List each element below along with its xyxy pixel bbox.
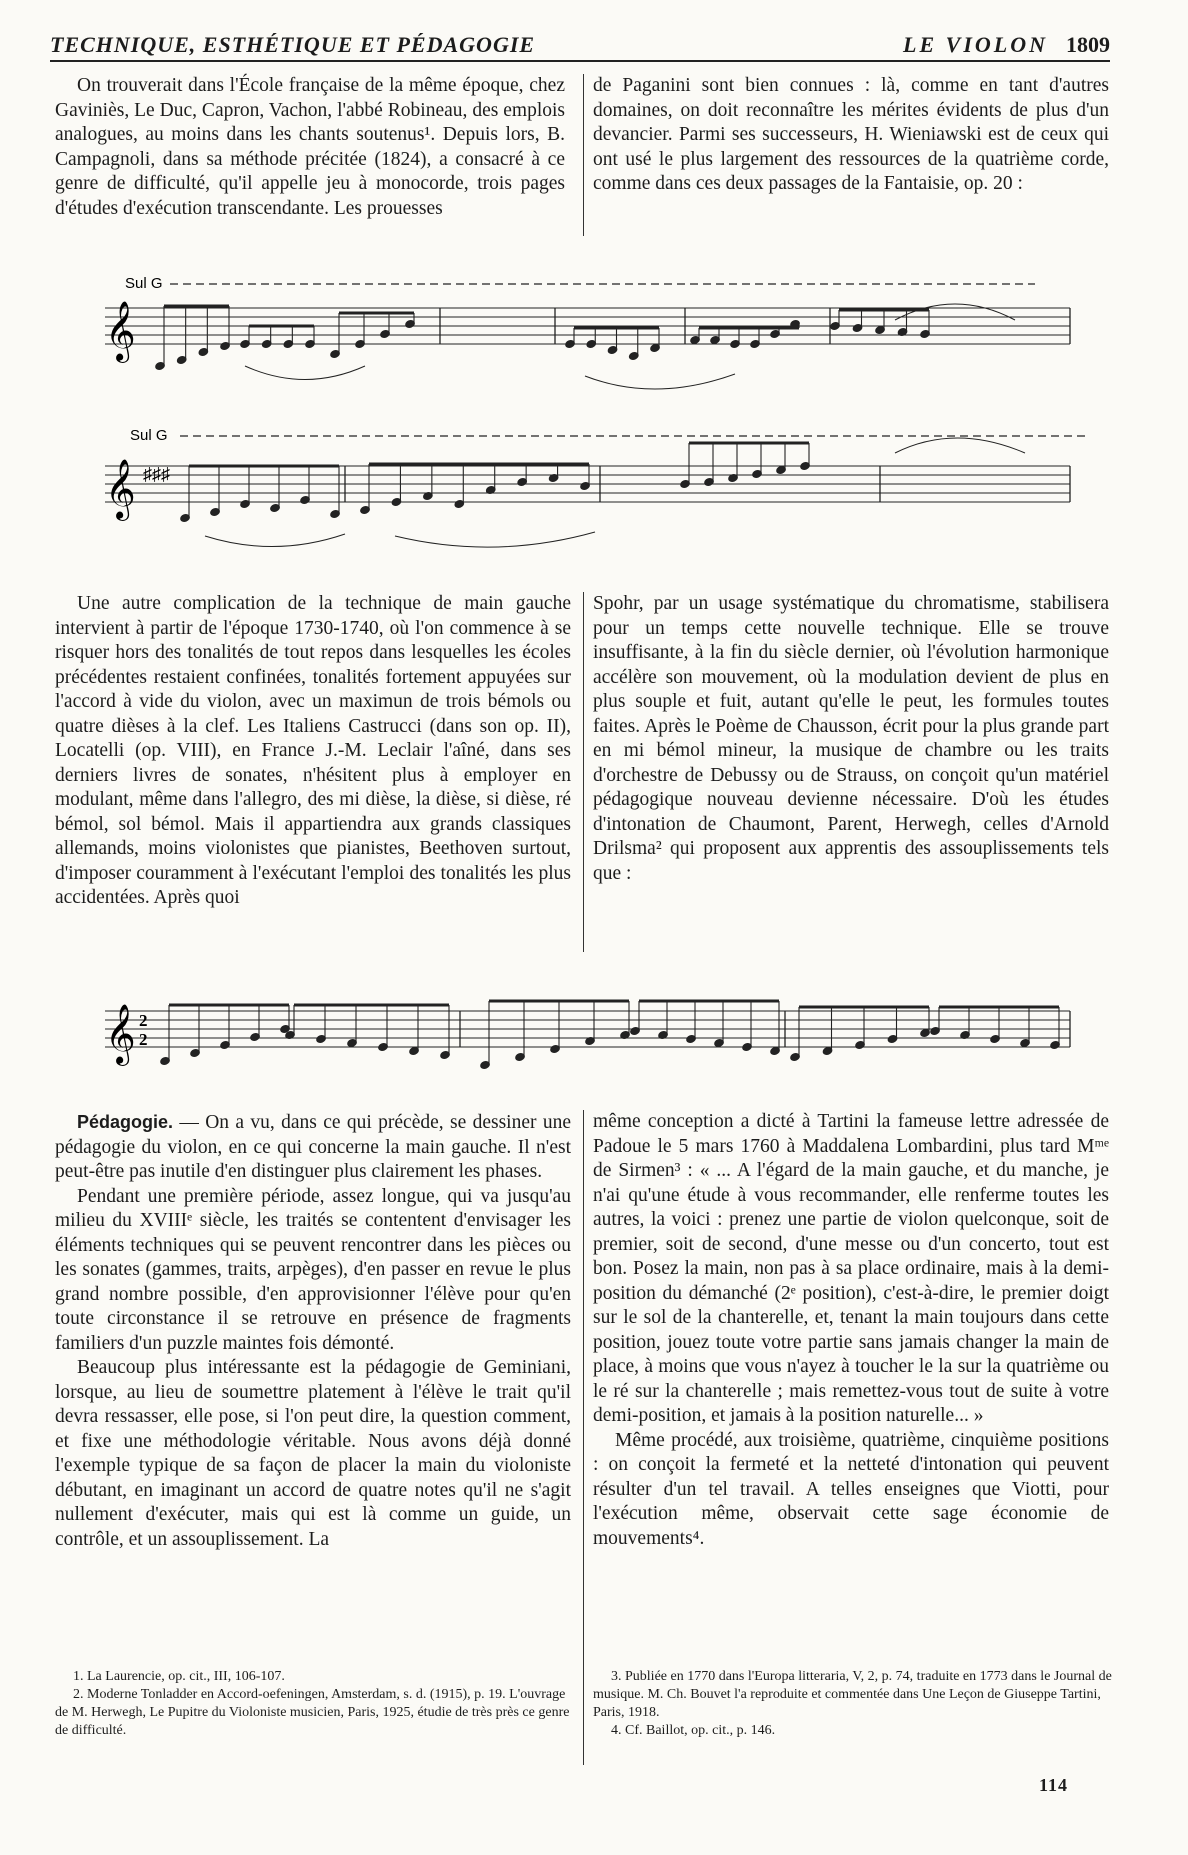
- paragraph: de Paganini sont bien connues : là, comme en tant d'autres domaines, on doit reconnaître les mérites évidents de plus d'un devancier. Parmi ses successeurs, H. Wieniawski est de ceux qui ont usé le plus largement des ressources de la quatrième corde, comme dans ces deux passages de la Fantaisie, op. 20 :: [593, 75, 1109, 194]
- paragraph: même conception a dicté à Tartini la fameuse lettre adressée de Padoue le 5 mars 1760 à Maddalena Lombardini, plus tard Mᵐᵉ de Sirmen³ : « ... A l'égard de la main gauche, et du manche, je n'ai qu'une étude à vous recommander, elle renferme toutes les autres, la voici : prenez une partie de violon quelconque, soit de premier, soit de second, d'une messe ou d'un concerto, tout est bon. Posez la main, non pas à sa place ordinaire, mais à la demi-position du démanché (2ᵉ position), c'est-à-dire, le premier doigt sur le sol de la chanterelle, et, tenant la main toujours dans cette position, jouez toute votre partie sans jamais changer la main de place, à moins que vous n'ayez à toucher le la sur la quatrième ou le ré sur la chanterelle ; mais remettez-vous tout de suite à votre demi-position, et jamais à la position naturelle... »: [593, 1111, 1109, 1426]
- footnotes-left: [55, 1668, 575, 1740]
- section1-right-column: [593, 74, 1109, 197]
- section-heading-pedagogie: Pédagogie.: [77, 1112, 174, 1132]
- time-signature-bottom: 2: [139, 1030, 148, 1049]
- header-book-title: LE VIOLON: [903, 32, 1048, 57]
- column-divider: [583, 592, 584, 952]
- paragraph: — On a vu, dans ce qui précède, se dessiner une pédagogie du violon, en ce qui concerne la main gauche. Il n'est peut-être pas inutile d'en distinguer plus clairement les phases.: [55, 1112, 571, 1182]
- footnotes-right: [593, 1668, 1113, 1740]
- footnote-1: 1. La Laurencie, op. cit., III, 106-107.: [73, 1669, 285, 1684]
- section2-right-column: [593, 592, 1109, 886]
- paragraph: On trouverait dans l'École française de la même époque, chez Gaviniès, Le Duc, Capron, Vachon, l'abbé Robineau, des emplois analogues, au moins dans les chants soutenus¹. Depuis lors, B. Campagnoli, dans sa méthode précitée (1824), a consacré à ce genre de difficulté, qu'il appelle jeu à monocorde, trois pages d'études d'exécution transcendante. Les prouesses: [55, 75, 565, 219]
- time-signature-top: 2: [139, 1011, 148, 1030]
- column-divider: [583, 1110, 584, 1765]
- footer-page-number: 114: [1038, 1775, 1068, 1795]
- header-section-title: TECHNIQUE, ESTHÉTIQUE ET PÉDAGOGIE: [50, 32, 536, 57]
- music-example-drilsma: [95, 975, 1105, 1085]
- paragraph: Même procédé, aux troisième, quatrième, cinquième positions : on conçoit la fermeté et la netteté d'intonation qui peuvent résulter d'un tel travail. A telles enseignes que Viotti, pour l'exécution même, observait cette sage économie de mouvements⁴.: [593, 1429, 1109, 1549]
- music-example-wieniawski: [95, 268, 1105, 558]
- paragraph: Pendant une première période, assez longue, qui va jusqu'au milieu du XVIIIᵉ siècle, les traités se contentent d'envisager les éléments techniques qui se peuvent rencontrer dans les pièces ou les sonates (gammes, traits, arpèges), d'en passer en revue le plus grand nombre possible, d'en approvisionner l'élève pour qu'en toute circonstance il se retrouve en présence de fragments familiers d'un puzzle maintes fois démonté.: [55, 1185, 571, 1354]
- section3-right-column: [593, 1110, 1109, 1551]
- treble-clef-icon: 𝄞: [105, 461, 136, 518]
- sul-g-label-1: Sul G: [125, 275, 163, 292]
- treble-clef-icon: 𝄞: [105, 1006, 136, 1063]
- paragraph: Spohr, par un usage systématique du chromatisme, stabilisera pour un temps cette nouvelle technique. Elle se trouve insuffisante, à la fin du siècle dernier, où l'évolution harmonique accélère son mouvement, où la modulation devient de plus en plus souple et fuit, autant qu'elle le peut, les formules toutes faites. Après le Poème de Chausson, écrit pour la plus grande part en mi bémol mineur, la musique de chambre ou les traits d'orchestre de Debussy ou de Strauss, on conçoit qu'un matériel pédagogique nouveau devienne nécessaire. D'où les études d'intonation de Chaumont, Parent, Herwegh, celles d'Arnold Drilsma² qui proposent aux apprentis des assouplissements tels que :: [593, 593, 1109, 884]
- sul-g-label-2: Sul G: [130, 427, 168, 444]
- section3-left-column: [55, 1110, 571, 1552]
- treble-clef-icon: 𝄞: [105, 303, 136, 360]
- footnote-4: 4. Cf. Baillot, op. cit., p. 146.: [611, 1723, 776, 1738]
- column-divider: [583, 74, 584, 236]
- paragraph: Une autre complication de la technique de main gauche intervient à partir de l'époque 1730-1740, où l'on commence à se risquer hors des tonalités de tout repos dans lesquelles les écoles précédentes restaient confinées, tonalités fortement appuyées sur l'accord à vide du violon, avec un maximun de trois bémols ou quatre dièses à la clef. Les Italiens Castrucci (dans son op. II), Locatelli (op. VIII), en France J.-M. Leclair l'aîné, dans ses derniers livres de sonates, n'hésitent plus à employer en modulant, même dans l'allegro, des mi dièse, la dièse, si dièse, ré bémol, sol bémol. Mais il appartiendra aux grands classiques allemands, moins violonistes que pianistes, Beethoven surtout, d'imposer couramment à l'exécutant l'emploi des tonalités les plus accidentées. Après quoi: [55, 593, 571, 908]
- footnote-3: 3. Publiée en 1770 dans l'Europa litteraria, V, 2, p. 74, traduite en 1773 dans le Journal de musique. M. Ch. Bouvet l'a reproduite et commentée dans Une Leçon de Giuseppe Tartini, Paris, 1918.: [593, 1669, 1112, 1720]
- header-right: [903, 32, 1110, 58]
- footnote-2: 2. Moderne Tonladder en Accord-oefeningen, Amsterdam, s. d. (1915), p. 19. L'ouvrage de M. Herwegh, Le Pupitre du Violoniste musicien, Paris, 1925, étudie de très près ce genre de difficulté.: [55, 1687, 570, 1738]
- running-header: [50, 30, 1110, 62]
- header-page-number: 1809: [1066, 32, 1110, 57]
- paragraph: Beaucoup plus intéressante est la pédagogie de Geminiani, lorsque, au lieu de soumettre platement à l'élève le trait qu'il devra ressasser, elle pose, si l'on peut dire, la question comment, et fixe une méthodologie véritable. Nous avons déjà donné l'exemple typique de sa façon de placer la main du violoniste débutant, en imaginant un accord de quatre notes qu'il ne s'agit nullement d'exécuter, mais qui est là comme un guide, un contrôle, et un assouplissement. La: [55, 1357, 571, 1550]
- section1-left-column: [55, 74, 565, 221]
- key-signature-sharps: ♯♯♯: [143, 464, 170, 484]
- section2-left-column: [55, 592, 571, 911]
